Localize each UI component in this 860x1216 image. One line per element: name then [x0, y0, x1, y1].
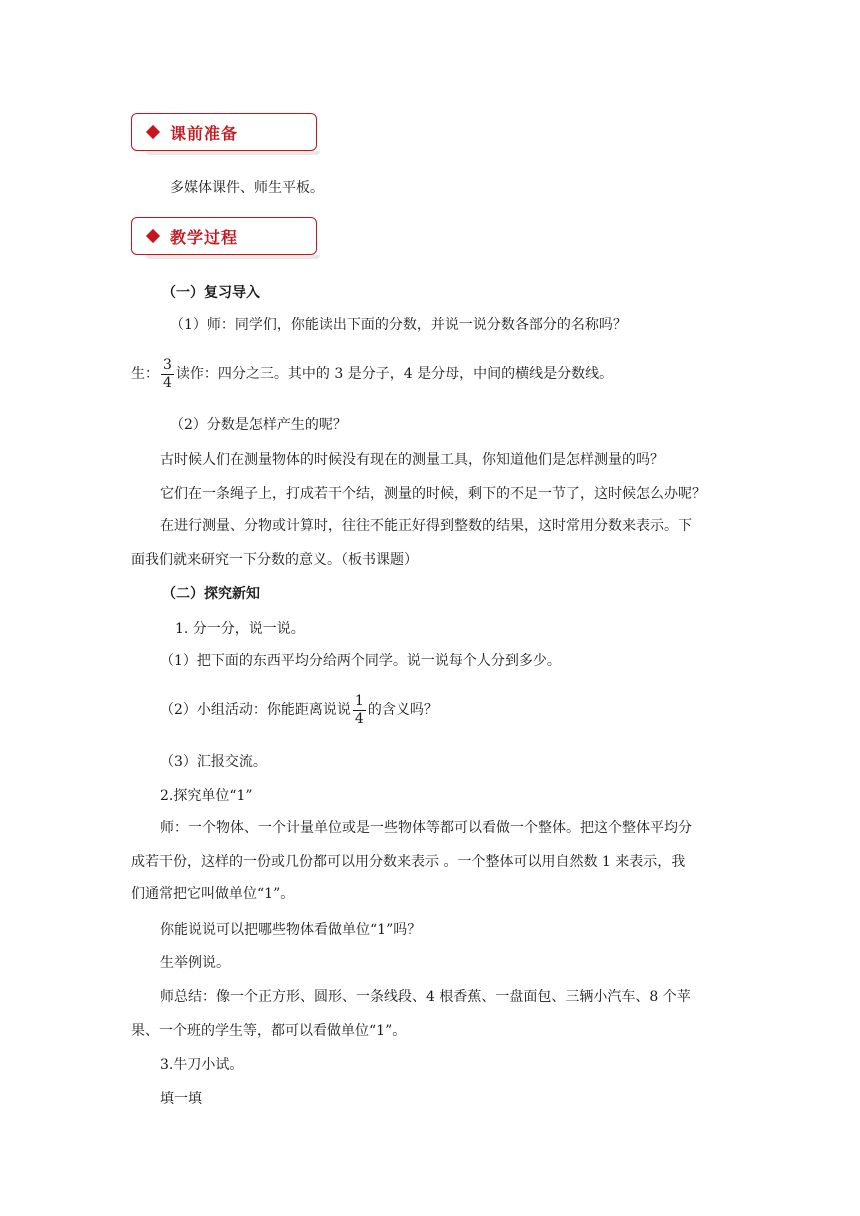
part2-heading: （二）探究新知 [162, 586, 260, 602]
fraction-numerator: 3 [163, 356, 172, 373]
section-title: 教学过程 [170, 228, 239, 247]
paragraph: （1）把下面的东西平均分给两个同学。说一说每个人分到多少。 [160, 653, 561, 669]
fraction-three-quarters [161, 358, 174, 391]
paragraph: 果、一个班的学生等，都可以看做单位“1”。 [131, 1023, 407, 1039]
diamond-bullet-icon [146, 125, 160, 139]
paragraph: 你能说说可以把哪些物体看做单位“1”吗？ [160, 922, 422, 938]
paragraph: （2）分数是怎样产生的呢？ [170, 417, 347, 433]
paragraph: 它们在一条绳子上，打成若干个结，测量的时候，剩下的不足一节了，这时候怎么办呢？ [160, 486, 706, 502]
paragraph-prefix: 生： [131, 366, 159, 382]
paragraph-prefix: （2）小组活动：你能距离说说 [160, 702, 351, 718]
paragraph: 们通常把它叫做单位“1”。 [131, 886, 295, 902]
paragraph: （3）汇报交流。 [160, 754, 267, 770]
section-title: 课前准备 [170, 124, 239, 143]
paragraph-suffix: 读作：四分之三。其中的 3 是分子，4 是分母，中间的横线是分数线。 [175, 366, 614, 382]
fraction-paragraph [131, 357, 613, 391]
fraction-one-quarter [353, 694, 366, 727]
paragraph: 1. 分一分，说一说。 [175, 621, 305, 637]
section-header-prep [131, 113, 317, 151]
prep-text: 多媒体课件、师生平板。 [170, 180, 324, 196]
paragraph: 2.探究单位“1” [160, 788, 253, 804]
paragraph: 师总结：像一个正方形、圆形、一条线段、4 根香蕉、一盘面包、三辆小汽车、8 个苹 [160, 989, 691, 1005]
paragraph: （1）师：同学们，你能读出下面的分数，并说一说分数各部分的名称吗？ [170, 317, 627, 333]
paragraph: 生举例说。 [160, 955, 230, 971]
fraction-paragraph [160, 693, 438, 727]
fraction-denominator: 4 [163, 374, 172, 391]
diamond-bullet-icon [146, 229, 160, 243]
part1-heading: （一）复习导入 [162, 285, 260, 301]
paragraph: 在进行测量、分物或计算时，往往不能正好得到整数的结果，这时常用分数来表示。下 [160, 518, 692, 534]
fraction-numerator: 1 [354, 692, 364, 709]
paragraph: 面我们就来研究一下分数的意义。（板书课题） [131, 552, 418, 568]
paragraph: 师：一个物体、一个计量单位或是一些物体等都可以看做一个整体。把这个整体平均分 [160, 820, 692, 836]
paragraph: 古时候人们在测量物体的时候没有现在的测量工具，你知道他们是怎样测量的吗？ [160, 452, 664, 468]
fraction-denominator: 4 [354, 710, 364, 727]
paragraph: 3.牛刀小试。 [160, 1057, 244, 1073]
section-header-process [131, 217, 317, 255]
paragraph: 成若干份，这样的一份或几份都可以用分数来表示 。一个整体可以用自然数 1 来表示，我 [131, 854, 686, 870]
paragraph: 填一填 [160, 1091, 202, 1107]
paragraph-suffix: 的含义吗？ [367, 702, 438, 718]
